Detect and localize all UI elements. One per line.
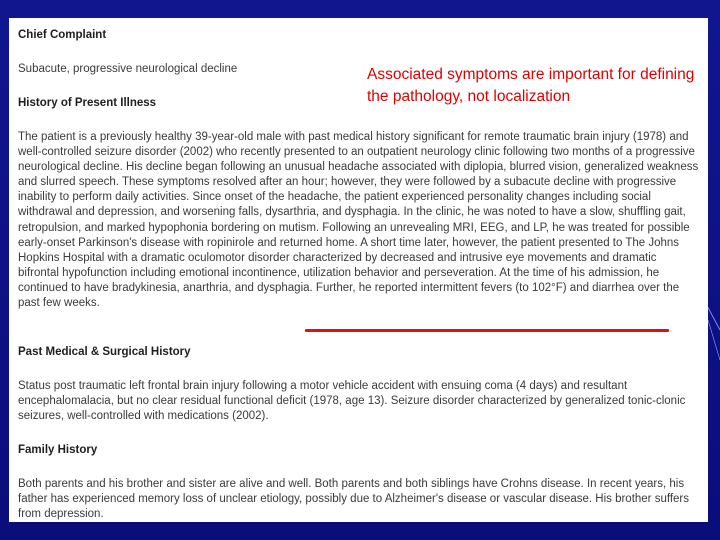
document-page — [9, 18, 708, 522]
history-present-illness-text: The patient is a previously healthy 39-year-old male with past medical history significant for remote traumatic brain injury (1978) and well-controlled seizure disorder (2002) who recently presented to an outpatient neurology clinic following two months of a progressive neurological decline. His decline began following an unusual headache associated with diplopia, blurred vision, generalized weakness and slurred speech. These symptoms resolved after an hour; however, they were followed by a subacute decline with progressive inability to perform daily activities. Since onset of the headache, the patient experienced personality changes including social withdrawal and depression, and worsening falls, dysarthria, and dysphagia. In the clinic, he was noted to have a slow, shuffling gait, retropulsion, and marked hypophonia bordering on mutism. Following an unrevealing MRI, EEG, and LP, he was treated for possible early-onset Parkinson's disease with ropinirole and returned home. A short time later, however, the patient presented to The Johns Hopkins Hospital with a dramatic oculomotor disorder characterized by decreased and intrusive eye movements and dramatic bifrontal hypofunction including emotional incontinence, utilization behavior and perseveration. At the time of his admission, he continued to have bradykinesia, anarthria, and dysphagia. Further, he reported intermittent fevers (to 102°F) and diarrhea over the past few weeks. — [18, 131, 699, 310]
chief-complaint-heading: Chief Complaint — [18, 29, 107, 41]
callout-annotation: Associated symptoms are important for defining the pathology, not localization — [367, 66, 695, 105]
past-medical-surgical-history-heading: Past Medical & Surgical History — [18, 346, 191, 358]
chief-complaint-text: Subacute, progressive neurological decline — [18, 63, 238, 75]
highlight-underline — [305, 329, 669, 332]
past-medical-surgical-history-text: Status post traumatic left frontal brain injury following a motor vehicle accident with ensuing coma (4 days) and resultant encephalomalacia, but no clear residual functional deficit (1978, age 13). Seizure disorder characterized by generalized tonic-clonic seizures, well-controlled with medications (2002). — [18, 380, 686, 423]
family-history-heading: Family History — [18, 444, 98, 456]
family-history-text: Both parents and his brother and sister are alive and well. Both parents and both siblings have Crohns disease. In recent years, his father has experienced memory loss of unclear etiology, possibly due to Alzheimer's disease or vascular disease. His brother suffers from depression. — [18, 478, 690, 521]
history-present-illness-heading: History of Present Illness — [18, 97, 157, 109]
